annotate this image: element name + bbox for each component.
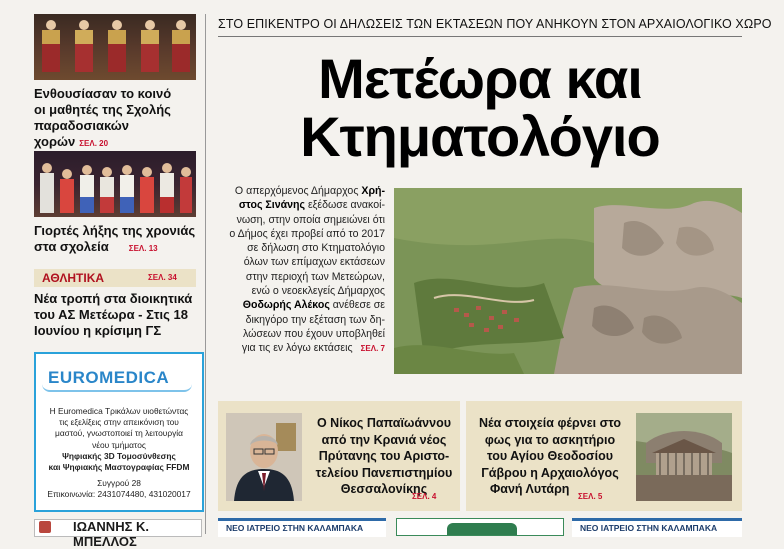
lead-line-8: ενώ ο νεοεκλεγείς Δήμαρχος <box>251 285 385 298</box>
lead-line-6: όλων των επίμαχων εκτάσεων <box>243 256 385 269</box>
rector-line2: από την Κρανιά νέος <box>321 432 447 447</box>
hermitage-line1: Νέα στοιχεία φέρνει στο <box>478 416 622 430</box>
ad-line1: Η Euromedica Τρικάλων υιοθετώντας <box>49 406 189 416</box>
lead-line-5: σε δήλωση στο Κτηματολόγιο <box>247 242 385 255</box>
lead-line-10: δικηγόρο την εξέταση των δη- <box>245 313 385 326</box>
bottom-name: ΙΩΑΝΝΗΣ Κ. ΜΠΕΛΛΟΣ <box>73 519 150 549</box>
main-headline-line2[interactable]: Κτηματολόγιο <box>300 105 660 168</box>
rector-line1: Ο Νίκος Παπαϊωάννου <box>316 416 451 430</box>
rector-line4: τελείου Πανεπιστημίου <box>315 465 453 480</box>
meteora-aerial-photo <box>394 188 742 374</box>
rector-portrait-photo <box>226 413 302 501</box>
box-rector-story[interactable] <box>218 401 460 511</box>
lead-line-11: λώσεων που έχουν υποβληθεί <box>243 327 385 340</box>
lead-text-2: εξέδωσε ανακοί- <box>305 199 385 212</box>
lead-text-9: ανέθεσε σε <box>329 299 385 312</box>
clinic-strip-2[interactable] <box>572 518 742 537</box>
lead-name-1b: στος Σινάνης <box>238 199 305 212</box>
lead-line-3: νωση, στην οποία σημειώνει ότι <box>236 213 385 226</box>
lead-name-2: Θοδωρής Αλέκος <box>242 299 330 312</box>
lead-line-4: ο Δήμος έχει προβεί από το 2017 <box>229 227 385 240</box>
ad-line3: μαστού, γνωστοποιεί τη λειτουργία <box>55 428 183 439</box>
story1-title-line2[interactable]: οι μαθητές της Σχολής <box>34 102 171 117</box>
bottom-center-box <box>396 518 564 536</box>
lead-text-1: Ο απερχόμενος Δήμαρχος <box>234 185 362 197</box>
kicker-rule <box>218 36 742 37</box>
euromedica-logo <box>42 364 196 392</box>
clinic-strip-1-label: ΝΕΟ ΙΑΤΡΕΙΟ ΣΤΗΝ ΚΑΛΑΜΠΑΚΑ <box>226 523 364 533</box>
sports-title-line2[interactable]: του ΑΣ Μετέωρα - Στις 18 <box>34 307 188 322</box>
hermitage-photo <box>636 413 732 501</box>
person-icon <box>39 521 51 533</box>
sports-page-ref: ΣΕΛ. 34 <box>148 273 177 282</box>
rector-line3: Πρύτανης του Αριστο- <box>318 449 450 463</box>
ad-line2: τις εξελίξεις στην απεικόνιση του <box>59 417 179 428</box>
story2-page-ref: ΣΕΛ. 13 <box>128 244 158 253</box>
clinic-strip-2-label: ΝΕΟ ΙΑΤΡΕΙΟ ΣΤΗΝ ΚΑΛΑΜΠΑΚΑ <box>580 523 718 533</box>
ad-line6: και Ψηφιακής Μαστογραφίας FFDM <box>48 462 190 473</box>
hermitage-line2: φως για το ασκητήριο <box>484 432 616 447</box>
sports-label[interactable]: ΑΘΛΗΤΙΚΑ <box>42 271 105 285</box>
lead-name-1a: Χρή- <box>361 185 385 197</box>
clinic-strip-1[interactable] <box>218 518 386 537</box>
euromedica-ad[interactable] <box>34 352 204 512</box>
euromedica-brand: EUROMEDICA <box>48 368 170 387</box>
main-page-ref: ΣΕΛ. 7 <box>360 344 385 354</box>
school-celebration-photo <box>34 151 196 217</box>
ad-line5: Ψηφιακής 3D Τομοσύνθεσης <box>62 450 176 461</box>
main-kicker: ΣΤΟ ΕΠΙΚΕΝΤΡΟ ΟΙ ΔΗΛΩΣΕΙΣ ΤΩΝ ΕΚΤΑΣΕΩΝ ΠΟΥ ΑΝΗΚΟΥΝ ΣΤΟΝ ΑΡΧΑΙΟΛΟΓΙΚΟ ΧΩΡΟ <box>218 17 772 31</box>
story1-title-line1[interactable]: Ενθουσίασαν το κοινό <box>34 86 172 101</box>
dancers-photo <box>34 14 196 80</box>
story2-title-line1[interactable]: Γιορτές λήξης της χρονιάς <box>34 223 196 238</box>
ad-contact: Επικοινωνία: 2431074480, 431020017 <box>47 489 191 500</box>
lead-line-12: για τις εν λόγω εκτάσεις <box>241 342 353 355</box>
bottom-name-box <box>34 519 202 549</box>
ad-address: Συγγρού 28 <box>97 478 141 489</box>
hermitage-line5: Φανή Λυτάρη <box>490 482 570 496</box>
column-divider <box>205 14 206 534</box>
sports-title-line1[interactable]: Νέα τροπή στα διοικητικά <box>34 291 193 306</box>
main-lead <box>218 184 385 357</box>
rector-line5: Θεσσαλονίκης <box>340 482 428 496</box>
box-hermitage-story[interactable] <box>466 401 742 511</box>
ad-line4: νέου τμήματος <box>92 439 146 450</box>
lead-line-7: στην περιοχή των Μετεώρων, <box>245 270 385 283</box>
story1-title-line3[interactable]: παραδοσιακών χορών <box>34 118 129 149</box>
rector-page-ref: ΣΕΛ. 4 <box>412 492 437 501</box>
hermitage-page-ref: ΣΕΛ. 5 <box>578 492 603 501</box>
sports-title-line3[interactable]: Ιουνίου η κρίσιμη ΓΣ <box>34 323 162 338</box>
sports-section-bar <box>34 269 196 287</box>
main-headline-line1[interactable]: Μετέωρα και <box>318 47 642 110</box>
hermitage-line4: Γάβρου η Αρχαιολόγος <box>481 465 619 480</box>
story2-title-line2[interactable]: στα σχολεία <box>34 239 109 254</box>
story1-page-ref: ΣΕΛ. 20 <box>79 139 109 148</box>
hermitage-line3: του Αγίου Θεοδοσίου <box>487 449 613 463</box>
